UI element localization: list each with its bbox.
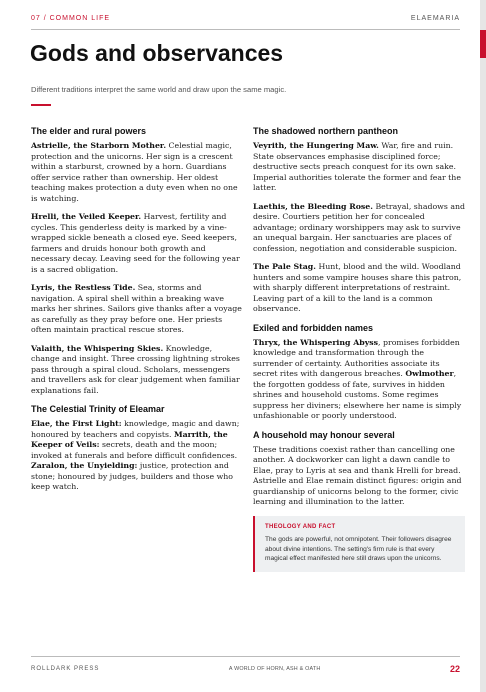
section-heading-elder-powers: The elder and rural powers	[31, 126, 147, 136]
footer-book-title: A WORLD OF HORN, ASH & OATH	[228, 666, 321, 672]
section-heading-forbidden-names: Exiled and forbidden names	[253, 322, 374, 333]
footer-publisher: ROLLDARK PRESS	[31, 666, 100, 672]
section-label: 07 / COMMON LIFE	[31, 15, 111, 22]
right-column	[253, 126, 465, 572]
page-footer	[31, 664, 460, 674]
entry-text: secrets, death and the moon; invoked at funerals and before difficult confidences.	[31, 440, 238, 460]
entry-pale-stag	[253, 262, 465, 315]
section-heading-celestial-trinity: The Celestial Trinity of Eleamar	[31, 404, 165, 414]
setting-label: ELAEMARIA	[410, 15, 460, 22]
entry-name: Veyrith, the Hungering Maw.	[253, 141, 379, 150]
forbidden-paragraph	[253, 338, 465, 422]
entry-text: justice, protection and stone; honoured by judges, builders and those who keep watch.	[31, 461, 233, 491]
footer-divider	[31, 656, 460, 657]
edge-accent-marker	[480, 30, 486, 58]
entry-text: , promises forbidden knowledge and transformation through the surrender of certainty. Authorities associate its secret rites with dangerous breaches.	[253, 337, 460, 378]
page-number: 22	[449, 664, 460, 674]
page-title: Gods and observances	[30, 40, 284, 66]
entry-name: Laethis, the Bleeding Rose.	[253, 201, 373, 211]
entry-name: Valaith, the Whispering Skies.	[31, 343, 164, 353]
entry-valaith	[31, 344, 243, 397]
section-heading-northern-pantheon: The shadowed northern pantheon	[253, 126, 399, 136]
edge-accent-bar	[480, 0, 486, 692]
entry-text: Sea, storms and navigation. A spiral shell within a breaking wave marks her shrines. Sailors give thanks after a voyage as carefully as they pray before one. Her priests often maintain practical rescue stores.	[31, 283, 242, 334]
section-heading-household: A household may honour several	[253, 429, 395, 440]
entry-text: , the forgotten goddess of fate, survives in hidden shrines and household customs. Some regimes suppress her diviners; elsewhere her name is simply unfashionable or poorly understood.	[253, 369, 462, 420]
entry-name: Owlmother	[405, 369, 454, 378]
entry-name: The Pale Stag.	[253, 262, 316, 271]
entry-text: War, fire and ruin. State observances emphasise disciplined force; destructive sects preach conquest for its own sake. Imperial authorities tolerate the former and fear the latter.	[253, 141, 461, 192]
trinity-paragraph	[31, 419, 243, 493]
subtitle-accent-rule	[31, 104, 51, 106]
callout-title: THEOLOGY AND FACT	[265, 523, 336, 530]
entry-laethis	[253, 202, 465, 255]
entry-veyrith	[253, 141, 465, 194]
entry-text: Hunt, blood and the wild. Woodland hunters and some vampire houses share this patron, with sharply different interpretations of restraint. Leaving part of a kill to the land is a common observance.	[253, 262, 462, 313]
entry-astrielle	[31, 141, 243, 204]
entry-name: Hrelli, the Veiled Keeper.	[31, 212, 142, 221]
page-header	[31, 15, 460, 22]
entry-name: Thryx, the Whispering Abyss	[253, 337, 379, 347]
entry-hrelli	[31, 212, 243, 275]
page-subtitle: Different traditions interpret the same world and draw upon the same magic.	[31, 85, 287, 94]
entry-name: Astrielle, the Starborn Mother.	[31, 141, 167, 150]
left-column	[31, 126, 243, 501]
entry-name: Marrith, the Keeper of Veils:	[31, 429, 228, 449]
callout-text: The gods are powerful, not omnipotent. Their followers disagree about divine intentions. The setting's firm rule is that every magical effect manifested here still draws upon the unicorns.	[265, 536, 452, 562]
entry-text: Celestial magic, protection and the unicorns. Her sign is a crescent within a starburst, crowned by a horn. Guardians offer service rather than ownership. Her oldest teaching makes protection a duty even when no one is watching.	[31, 141, 238, 203]
entry-text: Betrayal, shadows and desire. Courtiers petition her for concealed advantage; ordinary worshippers may ask to survive an unequal bargain. Her sanctuaries are places of confession, negotiation and considerable suspicion.	[253, 201, 465, 253]
entry-name: Lyris, the Restless Tide.	[31, 283, 136, 292]
entry-name: Zaralon, the Unyielding:	[31, 461, 138, 470]
header-divider	[31, 29, 460, 30]
theology-callout	[253, 516, 465, 572]
entry-text: Harvest, fertility and cycles. This genderless deity is marked by a vine-wrapped sickle beneath a closed eye. Seed keepers, farmers and druids honour both growth and necessary decay. Leaving seed for the following year is a sacred obligation.	[31, 212, 240, 274]
entry-text: knowledge, magic and dawn; honoured by teachers and copyists.	[31, 419, 240, 439]
entry-lyris	[31, 283, 243, 336]
household-paragraph: These traditions coexist rather than cancelling one another. A dockworker can light a dawn candle to Elae, pray to Lyris at sea and thank Hrelli for bread. Astrielle and Elae remain distinct figures: origin and guardianship of unicorns belong to the former, civic learning and illumination to the latter.	[253, 444, 462, 506]
entry-name: Elae, the First Light:	[31, 419, 122, 428]
entry-text: Knowledge, change and insight. Three crossing lightning strokes pass through a spiral cloud. Scholars, messengers and travellers ask for clear judgement when familiar explanations fail.	[31, 343, 240, 395]
